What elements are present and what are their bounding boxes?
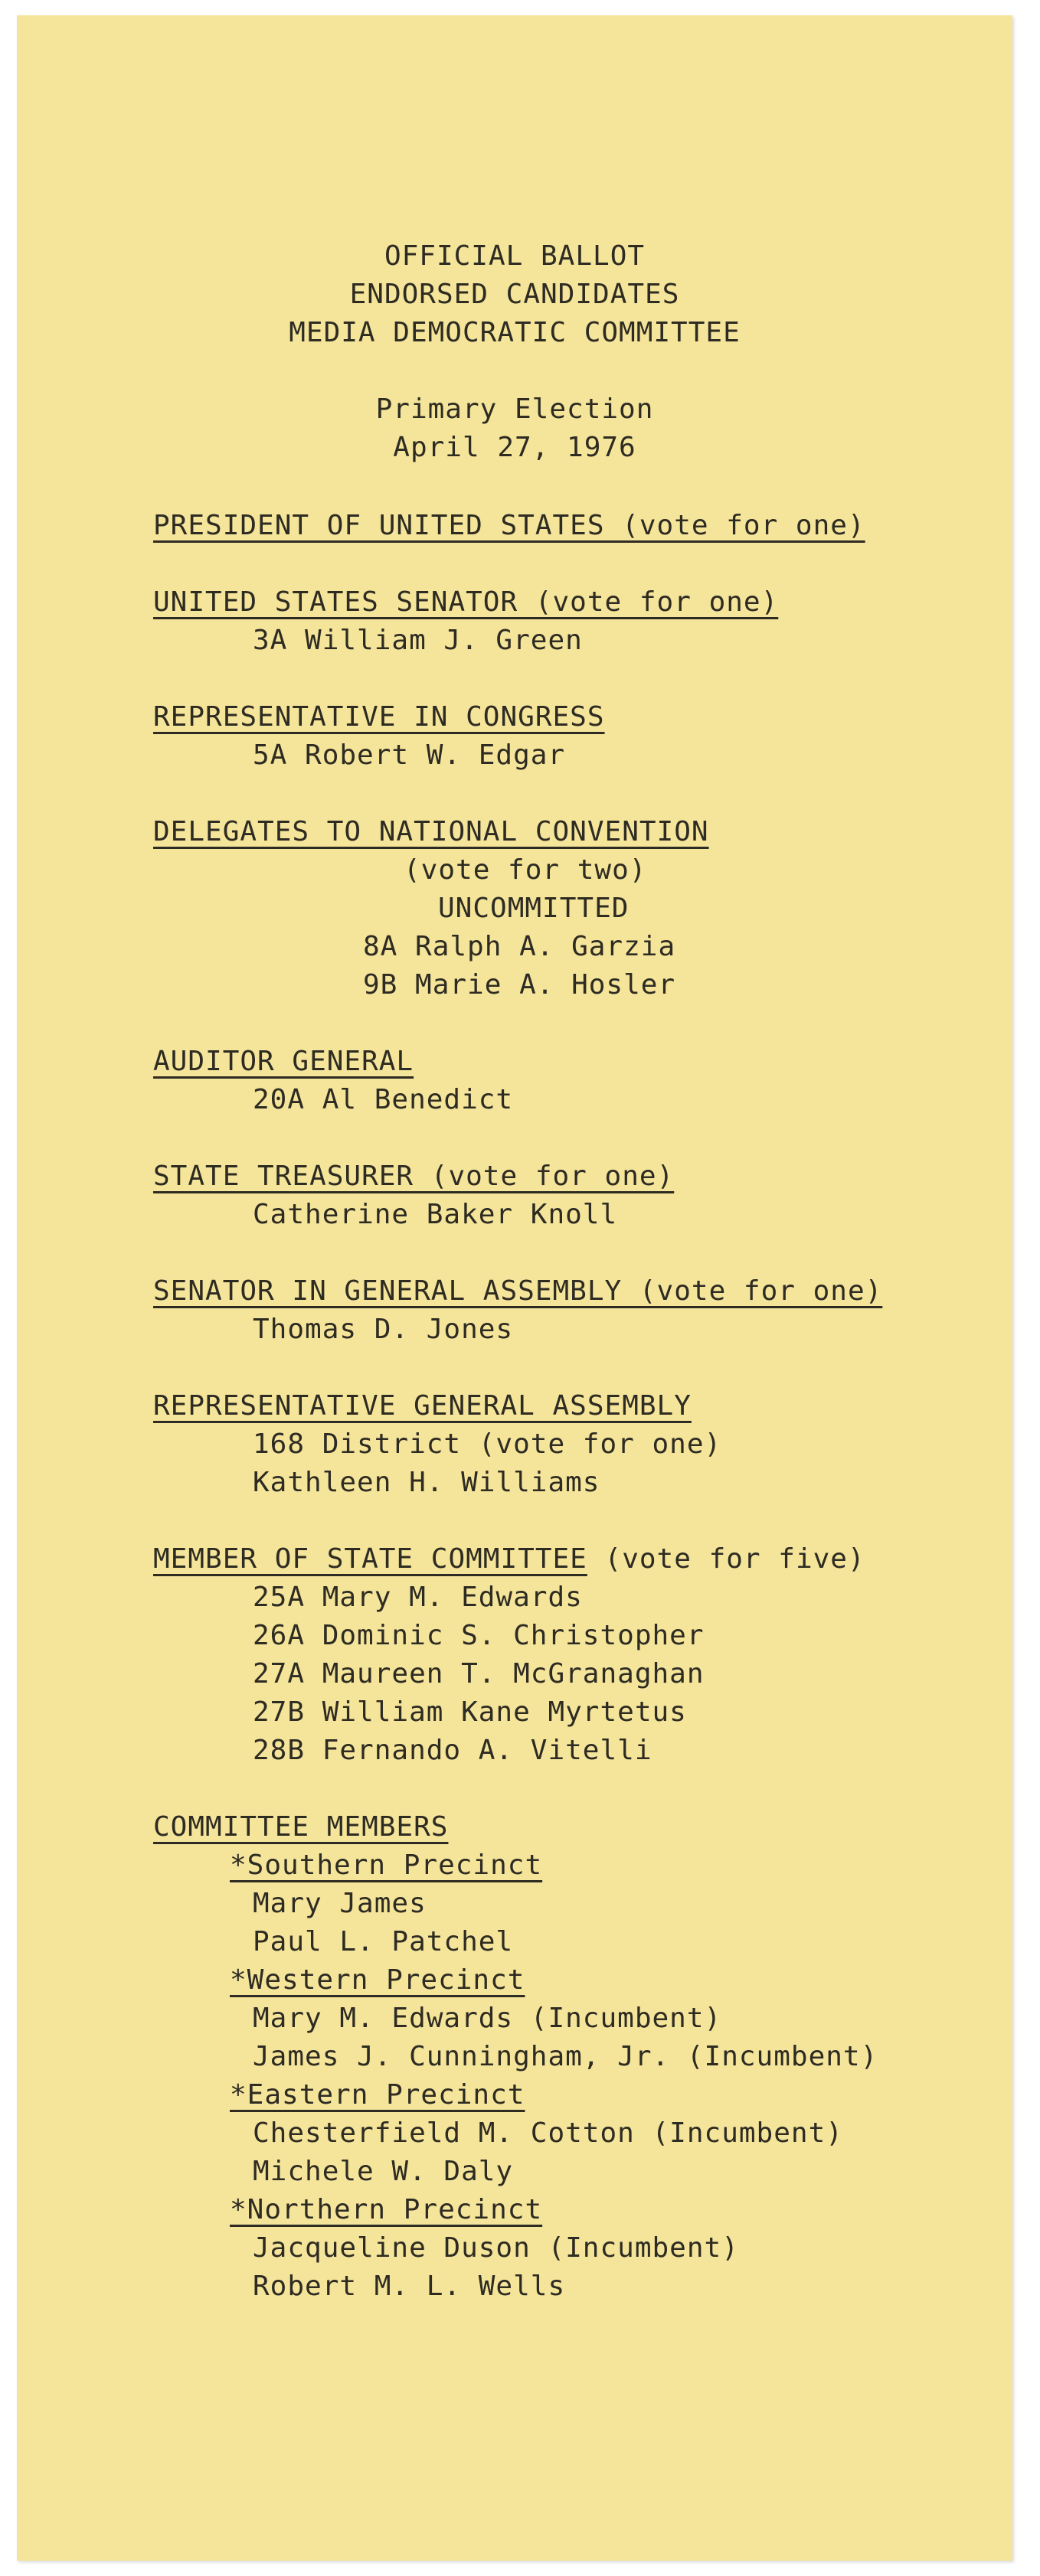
- delegates-note: (vote for two): [404, 854, 647, 886]
- ballot-sheet: [17, 15, 1012, 2561]
- auditor-candidate: 20A Al Benedict: [253, 1084, 514, 1115]
- delegate-candidate: 8A Ralph A. Garzia: [363, 931, 676, 962]
- state-committee-heading-line: [153, 1540, 865, 1579]
- precinct-member: Chesterfield M. Cotton (Incumbent): [253, 2117, 843, 2149]
- state-committee-note: (vote for five): [587, 1543, 865, 1575]
- precinct-member: James J. Cunningham, Jr. (Incumbent): [253, 2041, 878, 2072]
- precinct-member: Paul L. Patchel: [253, 1926, 514, 1957]
- state-rep-heading: REPRESENTATIVE GENERAL ASSEMBLY: [153, 1390, 692, 1422]
- state-committee-candidate: 27A Maureen T. McGranaghan: [253, 1658, 705, 1690]
- state-senator-heading: SENATOR IN GENERAL ASSEMBLY (vote for one): [153, 1275, 883, 1307]
- ballot-subtitle: ENDORSED CANDIDATES: [349, 279, 680, 310]
- president-heading: PRESIDENT OF UNITED STATES (vote for one): [153, 510, 865, 541]
- state-committee-heading: MEMBER OF STATE COMMITTEE: [153, 1543, 587, 1575]
- treasurer-candidate: Catherine Baker Knoll: [253, 1199, 618, 1230]
- election-date: April 27, 1976: [393, 432, 636, 463]
- state-rep-candidate: Kathleen H. Williams: [253, 1467, 600, 1498]
- senator-heading: UNITED STATES SENATOR (vote for one): [153, 586, 779, 618]
- delegates-heading: DELEGATES TO NATIONAL CONVENTION: [153, 816, 709, 847]
- precinct-member: Michele W. Daly: [253, 2156, 514, 2187]
- committee-name: MEDIA DEMOCRATIC COMMITTEE: [289, 317, 741, 348]
- state-rep-district: 168 District (vote for one): [253, 1428, 722, 1460]
- ballot-text: [17, 15, 1012, 2561]
- state-committee-candidate: 27B William Kane Myrtetus: [253, 1696, 687, 1728]
- state-senator-candidate: Thomas D. Jones: [253, 1314, 514, 1345]
- state-committee-candidate: 25A Mary M. Edwards: [253, 1582, 583, 1613]
- precinct-heading-eastern: *Eastern Precinct: [230, 2079, 525, 2111]
- congress-candidate: 5A Robert W. Edgar: [253, 739, 566, 771]
- precinct-heading-southern: *Southern Precinct: [230, 1850, 543, 1881]
- precinct-member: Jacqueline Duson (Incumbent): [253, 2232, 739, 2264]
- treasurer-heading: STATE TREASURER (vote for one): [153, 1161, 675, 1192]
- precinct-member: Mary M. Edwards (Incumbent): [253, 2003, 722, 2034]
- congress-heading: REPRESENTATIVE IN CONGRESS: [153, 701, 605, 733]
- state-committee-candidate: 26A Dominic S. Christopher: [253, 1620, 705, 1651]
- ballot-title: OFFICIAL BALLOT: [384, 240, 646, 272]
- state-committee-candidate: 28B Fernando A. Vitelli: [253, 1735, 652, 1766]
- precinct-member: Mary James: [253, 1888, 427, 1919]
- delegate-candidate: 9B Marie A. Hosler: [363, 969, 676, 1001]
- committee-members-heading: COMMITTEE MEMBERS: [153, 1811, 449, 1843]
- precinct-heading-northern: *Northern Precinct: [230, 2194, 543, 2225]
- auditor-heading: AUDITOR GENERAL: [153, 1046, 414, 1077]
- senator-candidate: 3A William J. Green: [253, 625, 583, 656]
- election-name: Primary Election: [375, 393, 654, 425]
- precinct-heading-western: *Western Precinct: [230, 1964, 525, 1996]
- delegates-group: UNCOMMITTED: [438, 893, 630, 924]
- precinct-member: Robert M. L. Wells: [253, 2271, 566, 2302]
